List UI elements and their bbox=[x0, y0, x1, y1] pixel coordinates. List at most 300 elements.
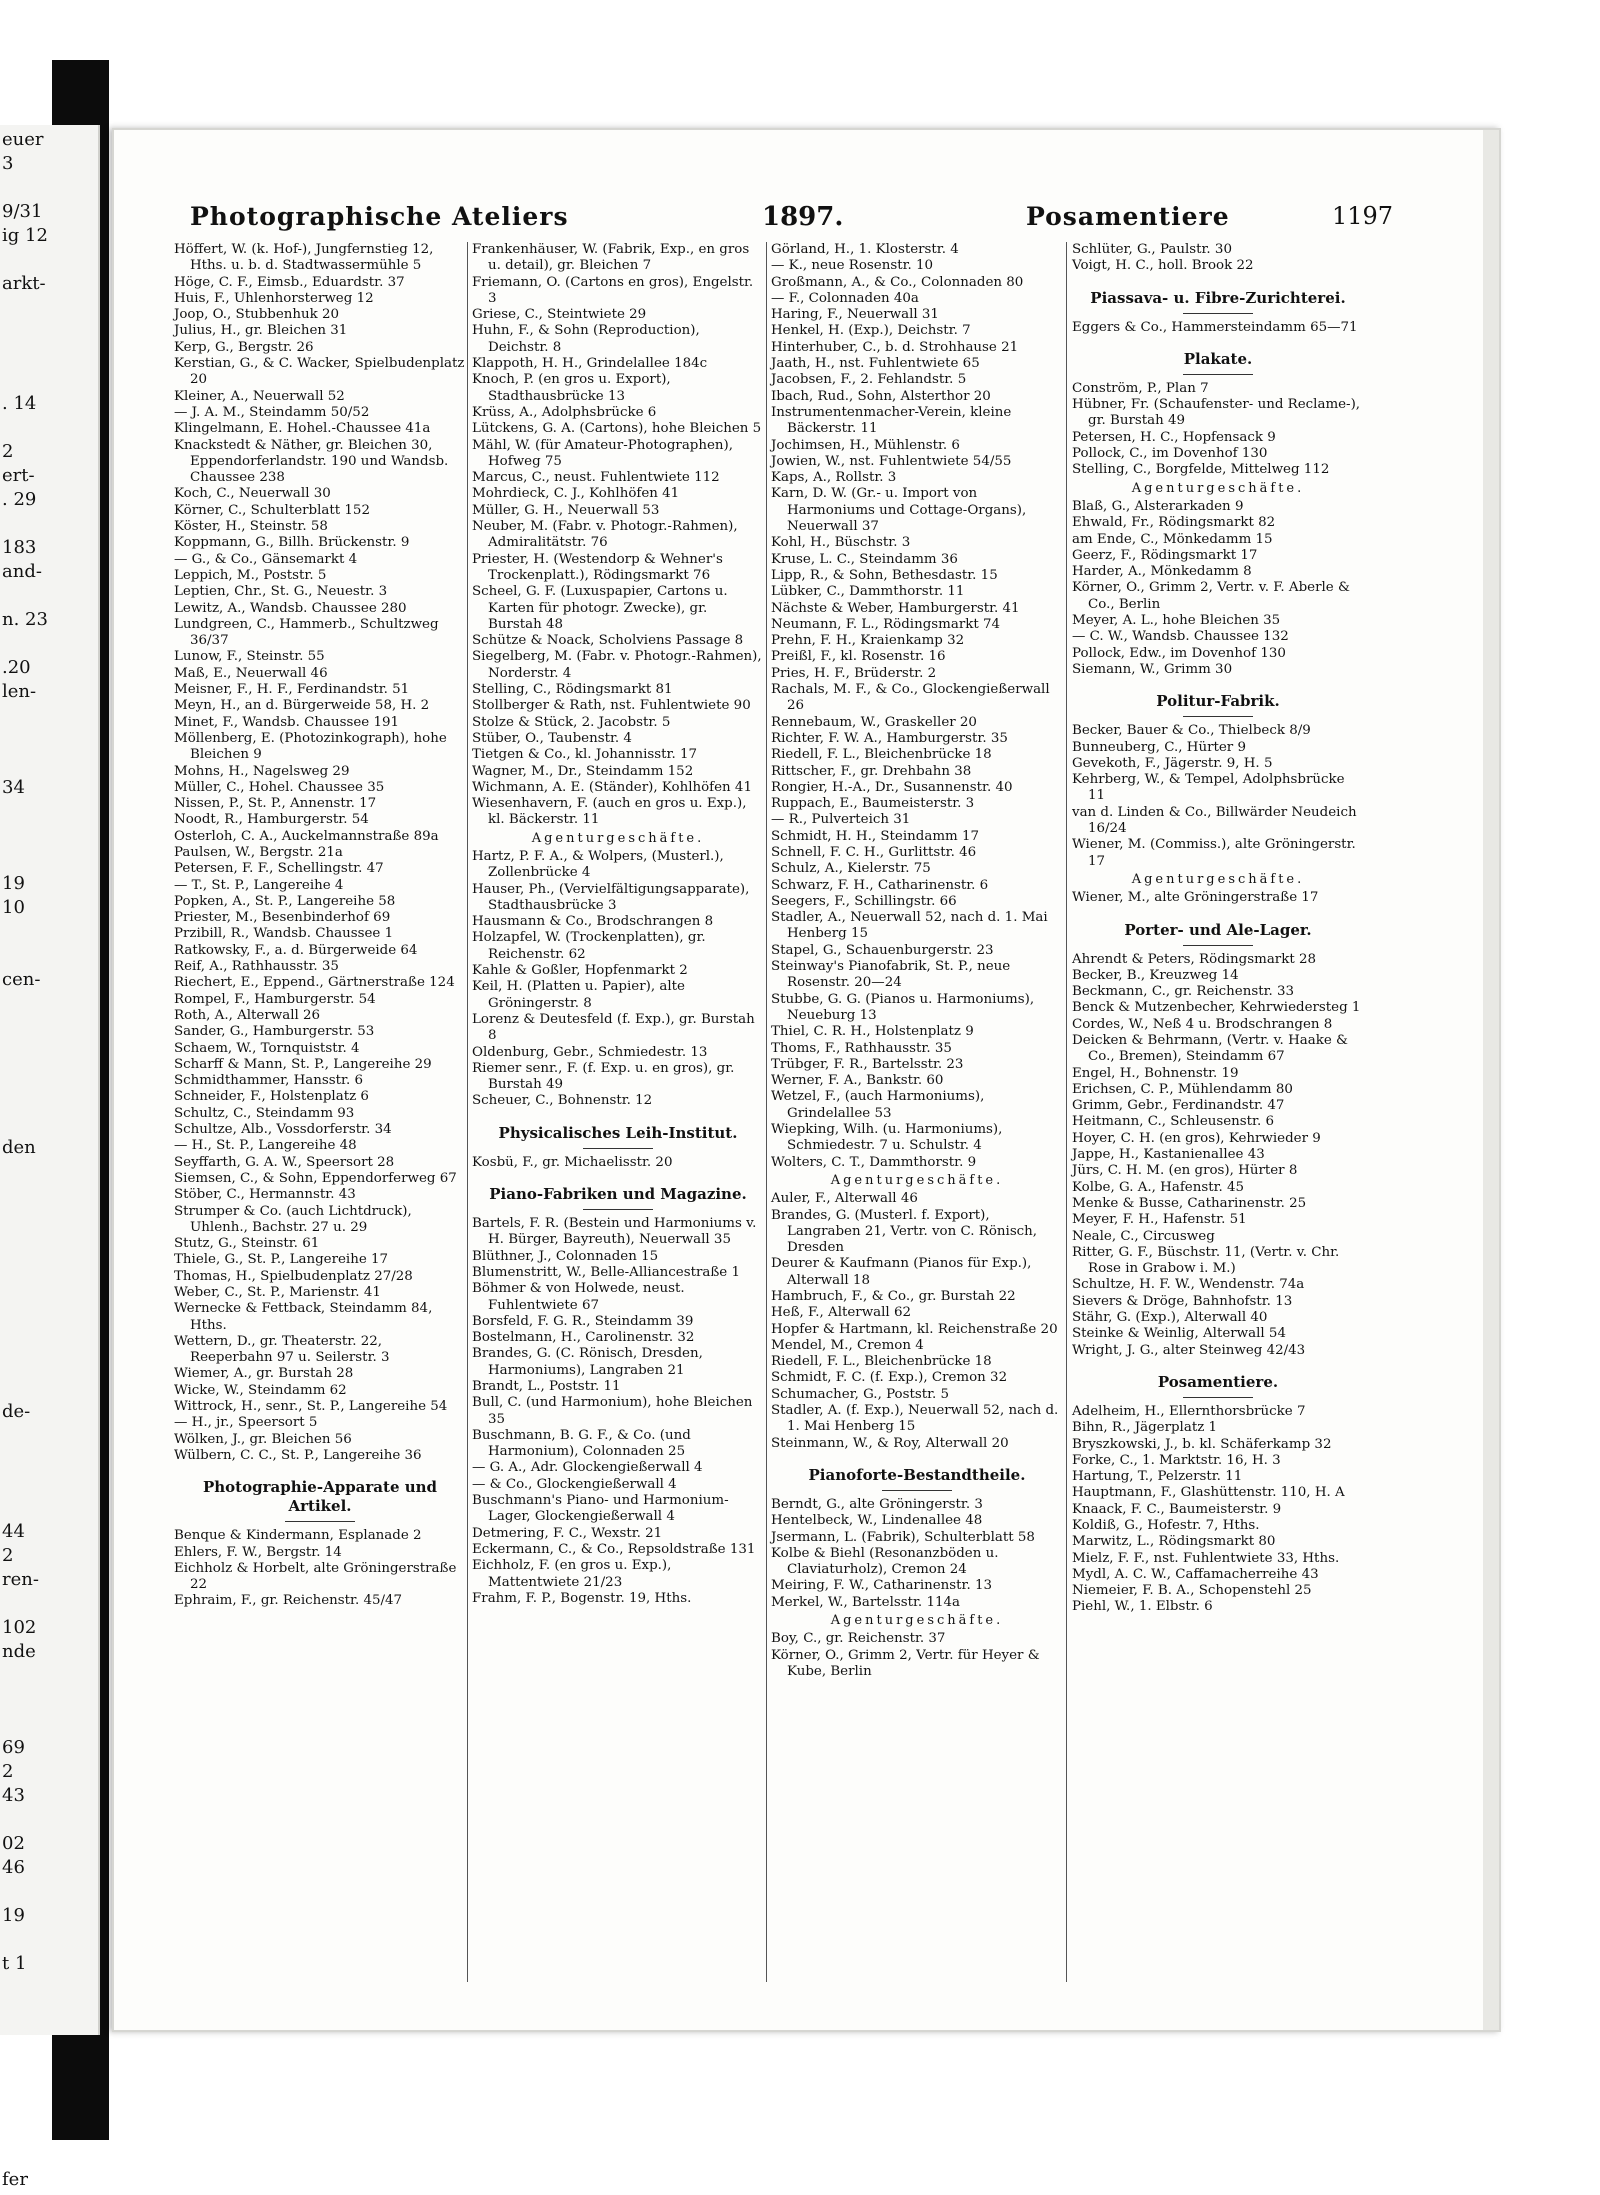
directory-entry: Knoch, P. (en gros u. Export), Stadthausbrücke 13 bbox=[472, 372, 671, 404]
directory-entry: Klappoth, H. H., Grindelallee 184c bbox=[472, 356, 708, 372]
directory-entry: Wölken, J., gr. Bleichen 56 bbox=[174, 1431, 352, 1447]
fragment-line: 183 bbox=[2, 537, 37, 558]
fragment-line: 2 bbox=[2, 1761, 14, 1782]
directory-entry: Hartung, T., Pelzerstr. 11 bbox=[1072, 1469, 1243, 1485]
directory-entry: Lübker, C., Dammthorstr. 11 bbox=[771, 584, 965, 600]
directory-entry: Koppmann, G., Billh. Brückenstr. 9 bbox=[174, 535, 410, 551]
directory-entry: Riedell, F. L., Bleichenbrücke 18 bbox=[771, 1354, 992, 1370]
directory-entry: Seegers, F., Schillingstr. 66 bbox=[771, 893, 957, 909]
fragment-line bbox=[2, 1805, 98, 1829]
fragment-line bbox=[2, 509, 98, 533]
fragment-line bbox=[2, 2093, 98, 2117]
directory-entry: Przibill, R., Wandsb. Chaussee 1 bbox=[174, 926, 394, 942]
directory-entry: Henkel, H. (Exp.), Deichstr. 7 bbox=[771, 323, 971, 339]
directory-entry: Leppich, M., Poststr. 5 bbox=[174, 567, 327, 583]
directory-entry: Buschmann, B. G. F., & Co. (und Harmonium), Colonnaden 25 bbox=[472, 1427, 691, 1460]
directory-entry: Stadler, A., Neuerwall 52, nach d. 1. Mai Henberg 15 bbox=[771, 910, 1048, 942]
directory-entry: Stutz, G., Steinstr. 61 bbox=[174, 1236, 320, 1252]
directory-entry: Wicke, W., Steindamm 62 bbox=[174, 1382, 347, 1398]
fragment-line: 34 bbox=[2, 777, 25, 798]
directory-entry: Schütze & Noack, Scholviens Passage 8 bbox=[472, 633, 744, 649]
directory-entry: Grimm, Gebr., Ferdinandstr. 47 bbox=[1072, 1098, 1285, 1114]
fragment-line bbox=[2, 581, 98, 605]
directory-entry: Riechert, E., Eppend., Gärtnerstraße 124 bbox=[174, 975, 455, 991]
subsection-heading: Agenturgeschäfte. bbox=[1131, 871, 1305, 887]
directory-entry: Stöber, C., Hermannstr. 43 bbox=[174, 1187, 356, 1203]
directory-entry: — F., Colonnaden 40a bbox=[771, 290, 919, 306]
directory-entry: Kaps, A., Rollstr. 3 bbox=[771, 470, 897, 486]
directory-entry: Jappe, H., Kastanienallee 43 bbox=[1072, 1147, 1265, 1163]
fragment-line bbox=[2, 797, 98, 821]
directory-entry: Ibach, Rud., Sohn, Alsterthor 20 bbox=[771, 388, 991, 404]
directory-entry: Jürs, C. H. M. (en gros), Hürter 8 bbox=[1072, 1163, 1298, 1179]
directory-entry: Wittrock, H., senr., St. P., Langereihe 54 bbox=[174, 1399, 448, 1415]
directory-entry: Hoyer, C. H. (en gros), Kehrwieder 9 bbox=[1072, 1130, 1321, 1146]
directory-entry: Minet, F., Wandsb. Chaussee 191 bbox=[174, 714, 400, 730]
section-heading: Porter- und Ale-Lager. bbox=[1072, 921, 1364, 946]
fragment-line bbox=[2, 989, 98, 1013]
directory-entry: Kohl, H., Büschstr. 3 bbox=[771, 535, 911, 551]
directory-entry: Höffert, W. (k. Hof-), Jungfernstieg 12, Hths. u. b. d. Stadtwassermühle 5 bbox=[174, 242, 434, 274]
directory-entry: Paulsen, W., Bergstr. 21a bbox=[174, 844, 343, 860]
directory-entry: Hauptmann, F., Glashüttenstr. 110, H. A bbox=[1072, 1485, 1345, 1501]
directory-entry: Benque & Kindermann, Esplanade 2 bbox=[174, 1528, 422, 1544]
directory-entry: Hentelbeck, W., Lindenallee 48 bbox=[771, 1513, 983, 1529]
fragment-line: len- bbox=[2, 681, 37, 702]
fragment-line: ren- bbox=[2, 1569, 39, 1590]
directory-entry: Kolbe & Biehl (Resonanzböden u. Claviaturholz), Cremon 24 bbox=[771, 1545, 999, 1578]
directory-entry: Jaath, H., nst. Fuhlentwiete 65 bbox=[771, 356, 980, 372]
directory-entry: Wetzel, F., (auch Harmoniums), Grindelallee 53 bbox=[771, 1089, 985, 1121]
fragment-line bbox=[2, 2069, 98, 2093]
directory-entry: Kolbe, G. A., Hafenstr. 45 bbox=[1072, 1179, 1245, 1195]
directory-entry: Sievers & Dröge, Bahnhofstr. 13 bbox=[1072, 1293, 1293, 1309]
directory-entry: Mohns, H., Nagelsweg 29 bbox=[174, 763, 350, 779]
directory-entry: Lewitz, A., Wandsb. Chaussee 280 bbox=[174, 600, 407, 616]
fragment-line bbox=[2, 341, 98, 365]
section-heading: Pianoforte-Bestandtheile. bbox=[771, 1466, 1063, 1491]
directory-entry: Priester, M., Besenbinderhof 69 bbox=[174, 910, 391, 926]
directory-entry: Piehl, W., 1. Elbstr. 6 bbox=[1072, 1599, 1213, 1615]
fragment-line: 3 bbox=[2, 153, 14, 174]
column-rule bbox=[766, 242, 767, 1982]
directory-entry: Bryszkowski, J., b. kl. Schäferkamp 32 bbox=[1072, 1436, 1332, 1452]
directory-entry: Ephraim, F., gr. Reichenstr. 45/47 bbox=[174, 1593, 403, 1609]
fragment-line bbox=[2, 293, 98, 317]
section-heading: Piassava- u. Fibre-Zurichterei. bbox=[1072, 289, 1364, 314]
directory-entry: Neale, C., Circusweg bbox=[1072, 1228, 1215, 1244]
directory-entry: Hauser, Ph., (Vervielfältigungsapparate), Stadthausbrücke 3 bbox=[472, 881, 750, 913]
page-number: 1197 bbox=[1332, 202, 1394, 230]
directory-entry: Neumann, F. L., Rödingsmarkt 74 bbox=[771, 616, 1001, 632]
directory-entry: Stadler, A. (f. Exp.), Neuerwall 52, nach d. 1. Mai Henberg 15 bbox=[771, 1403, 1059, 1435]
directory-entry: Deurer & Kaufmann (Pianos für Exp.), Alterwall 18 bbox=[771, 1256, 1032, 1288]
directory-entry: Lorenz & Deutesfeld (f. Exp.), gr. Burstah 8 bbox=[472, 1011, 755, 1044]
fragment-line: 19 bbox=[2, 873, 25, 894]
directory-entry: Schmidt, F. C. (f. Exp.), Cremon 32 bbox=[771, 1370, 1008, 1386]
directory-entry: Borsfeld, F. G. R., Steindamm 39 bbox=[472, 1313, 694, 1329]
previous-page-edge bbox=[0, 125, 100, 2190]
directory-entry: Stollberger & Rath, nst. Fuhlentwiete 90 bbox=[472, 698, 751, 714]
directory-entry: Hausmann & Co., Brodschrangen 8 bbox=[472, 914, 714, 930]
previous-page-fragments bbox=[0, 125, 98, 2189]
directory-entry: Huis, F., Uhlenhorsterweg 12 bbox=[174, 290, 374, 306]
fragment-line bbox=[2, 2045, 98, 2069]
directory-entry: Pollock, Edw., im Dovenhof 130 bbox=[1072, 645, 1286, 661]
fragment-line: 69 bbox=[2, 1737, 25, 1758]
directory-entry: — H., St. P., Langereihe 48 bbox=[174, 1138, 357, 1154]
fragment-line: ig 12 bbox=[2, 225, 48, 246]
directory-entry: Keil, H. (Platten u. Papier), alte Gröningerstr. 8 bbox=[472, 979, 685, 1011]
directory-entry: Huhn, F., & Sohn (Reproduction), Deichstr. 8 bbox=[472, 323, 700, 355]
directory-entry: Nächste & Weber, Hamburgerstr. 41 bbox=[771, 600, 1020, 616]
directory-entry: Wernecke & Fettback, Steindamm 84, Hths. bbox=[174, 1301, 433, 1333]
directory-entry: Noodt, R., Hamburgerstr. 54 bbox=[174, 812, 369, 828]
fragment-line bbox=[2, 1997, 98, 2021]
fragment-line bbox=[2, 1253, 98, 1277]
column-rule bbox=[1066, 242, 1067, 1982]
fragment-line bbox=[2, 1373, 98, 1397]
directory-entry: Scheuer, C., Bohnenstr. 12 bbox=[472, 1093, 653, 1109]
directory-entry: Wiesenhavern, F. (auch en gros u. Exp.), kl. Bäckerstr. 11 bbox=[472, 796, 747, 828]
directory-entry: Wiener, M., alte Gröningerstraße 17 bbox=[1072, 890, 1319, 906]
fragment-line bbox=[2, 2117, 98, 2141]
directory-entry: Bunneuberg, C., Hürter 9 bbox=[1072, 739, 1246, 755]
directory-entry: Frankenhäuser, W. (Fabrik, Exp., en gros u. detail), gr. Bleichen 7 bbox=[472, 242, 750, 274]
directory-entry: Erichsen, C. P., Mühlendamm 80 bbox=[1072, 1081, 1293, 1097]
directory-entry: Wiener, M. (Commiss.), alte Gröningerstr. 17 bbox=[1072, 837, 1356, 869]
directory-entry: Voigt, H. C., holl. Brook 22 bbox=[1072, 258, 1254, 274]
directory-entry: Cordes, W., Neß 4 u. Brodschrangen 8 bbox=[1072, 1016, 1333, 1032]
fragment-line bbox=[2, 1205, 98, 1229]
directory-entry: Menke & Busse, Catharinenstr. 25 bbox=[1072, 1195, 1307, 1211]
directory-entry: Koldiß, G., Hofestr. 7, Hths. bbox=[1072, 1518, 1260, 1533]
directory-entry: Eggers & Co., Hammersteindamm 65—71 bbox=[1072, 319, 1358, 335]
fragment-line bbox=[2, 1421, 98, 1445]
directory-entry: Becker, B., Kreuzweg 14 bbox=[1072, 967, 1239, 983]
directory-entry: Steinmann, W., & Roy, Alterwall 20 bbox=[771, 1435, 1009, 1451]
subsection-heading: Agenturgeschäfte. bbox=[830, 1172, 1004, 1188]
directory-entry: Wichmann, A. E. (Ständer), Kohlhöfen 41 bbox=[472, 779, 752, 795]
directory-entry: Thoms, F., Rathhausstr. 35 bbox=[771, 1040, 952, 1056]
directory-entry: Becker, Bauer & Co., Thielbeck 8/9 bbox=[1072, 723, 1311, 739]
directory-entry: Geerz, F., Rödingsmarkt 17 bbox=[1072, 547, 1258, 563]
directory-entry: Hübner, Fr. (Schaufenster- und Reclame-), gr. Burstah 49 bbox=[1072, 397, 1361, 429]
directory-entry: Rachals, M. F., & Co., Glockengießerwall 26 bbox=[771, 682, 1050, 714]
directory-entry: Meisner, F., H. F., Ferdinandstr. 51 bbox=[174, 682, 410, 698]
subsection-heading: Agenturgeschäfte. bbox=[830, 1613, 1004, 1629]
directory-entry: Stelling, C., Rödingsmarkt 81 bbox=[472, 682, 673, 698]
directory-entry: — T., St. P., Langereihe 4 bbox=[174, 877, 344, 893]
section-heading: Politur-Fabrik. bbox=[1072, 692, 1364, 717]
directory-entry: Lundgreen, C., Hammerb., Schultzweg 36/37 bbox=[174, 616, 439, 649]
directory-entry: Kerp, G., Bergstr. 26 bbox=[174, 339, 314, 355]
directory-entry: Trübger, F. R., Bartelsstr. 23 bbox=[771, 1056, 964, 1072]
directory-entry: Brandes, G. (Musterl. f. Export), Langraben 21, Vertr. von C. Rönisch, Dresden bbox=[771, 1207, 1038, 1256]
fragment-line: t 1 bbox=[2, 1953, 27, 1974]
directory-entry: Hambruch, F., & Co., gr. Burstah 22 bbox=[771, 1289, 1016, 1304]
fragment-line bbox=[2, 845, 98, 869]
directory-entry: Jochimsen, H., Mühlenstr. 6 bbox=[771, 437, 960, 453]
directory-entry: Krüss, A., Adolphsbrücke 6 bbox=[472, 404, 657, 420]
page-edge bbox=[1483, 130, 1499, 2030]
directory-entry: Steinke & Weinlig, Alterwall 54 bbox=[1072, 1326, 1286, 1342]
directory-entry: Heß, F., Alterwall 62 bbox=[771, 1305, 911, 1321]
fragment-line bbox=[2, 413, 98, 437]
fragment-line: 44 bbox=[2, 1521, 25, 1542]
directory-entry: Möllenberg, E. (Photozinkograph), hohe Bleichen 9 bbox=[174, 730, 447, 763]
directory-entry: Benck & Mutzenbecher, Kehrwiedersteg 1 bbox=[1072, 1000, 1361, 1016]
directory-entry: Schultze, H. F. W., Wendenstr. 74a bbox=[1072, 1277, 1305, 1293]
directory-entry: Kehrberg, W., & Tempel, Adolphsbrücke 11 bbox=[1072, 772, 1345, 804]
directory-entry: Ratkowsky, F., a. d. Bürgerweide 64 bbox=[174, 942, 418, 958]
directory-entry: Thiel, C. R. H., Holstenplatz 9 bbox=[771, 1024, 974, 1040]
directory-entry: Schultz, C., Steindamm 93 bbox=[174, 1105, 355, 1121]
directory-entry: Meyn, H., an d. Bürgerweide 58, H. 2 bbox=[174, 698, 430, 714]
directory-entry: Wright, J. G., alter Steinweg 42/43 bbox=[1072, 1342, 1306, 1358]
fragment-line: 10 bbox=[2, 897, 25, 918]
fragment-line: and- bbox=[2, 561, 42, 582]
directory-entry: Köster, H., Steinstr. 58 bbox=[174, 519, 328, 535]
directory-entry: Koch, C., Neuerwall 30 bbox=[174, 486, 331, 502]
directory-entry: Rittscher, F., gr. Drehbahn 38 bbox=[771, 763, 972, 779]
directory-entry: Kleiner, A., Neuerwall 52 bbox=[174, 388, 345, 404]
fragment-line bbox=[2, 1685, 98, 1709]
fragment-line: arkt- bbox=[2, 273, 46, 294]
directory-entry: Schneider, F., Holstenplatz 6 bbox=[174, 1089, 369, 1105]
fragment-line: 2 bbox=[2, 1545, 14, 1566]
directory-entry: Lunow, F., Steinstr. 55 bbox=[174, 649, 325, 665]
fragment-line: . 29 bbox=[2, 489, 37, 510]
directory-entry: Mielz, F. F., nst. Fuhlentwiete 33, Hths. bbox=[1072, 1550, 1340, 1566]
directory-entry: Julius, H., gr. Bleichen 31 bbox=[174, 323, 348, 339]
directory-entry: Haring, F., Neuerwall 31 bbox=[771, 307, 939, 323]
fragment-line: n. 23 bbox=[2, 609, 48, 630]
directory-entry: Pollock, C., im Dovenhof 130 bbox=[1072, 446, 1268, 462]
section-heading: Posamentiere. bbox=[1072, 1373, 1364, 1398]
directory-entry: Hinterhuber, C., b. d. Strohhause 21 bbox=[771, 339, 1019, 355]
directory-entry: Heitmann, C., Schleusenstr. 6 bbox=[1072, 1114, 1275, 1130]
directory-entry: Petersen, F. F., Schellingstr. 47 bbox=[174, 861, 384, 877]
directory-entry: Griese, C., Steintwiete 29 bbox=[472, 307, 647, 323]
directory-entry: Popken, A., St. P., Langereihe 58 bbox=[174, 893, 396, 909]
fragment-line: 43 bbox=[2, 1785, 25, 1806]
fragment-line: 2 bbox=[2, 441, 14, 462]
directory-entry: Blumenstritt, W., Belle-Alliancestraße 1 bbox=[472, 1264, 741, 1280]
directory-entry: Friemann, O. (Cartons en gros), Engelstr. 3 bbox=[472, 274, 754, 306]
directory-entry: Conström, P., Plan 7 bbox=[1072, 380, 1209, 396]
directory-entry: Niemeier, F. B. A., Schopenstehl 25 bbox=[1072, 1583, 1312, 1599]
fragment-line bbox=[2, 1661, 98, 1685]
column-3 bbox=[771, 242, 1063, 1680]
directory-entry: Kerstian, G., & C. Wacker, Spielbudenplatz 20 bbox=[174, 356, 465, 388]
directory-entry: Bartels, F. R. (Bestein und Harmoniums v. H. Bürger, Bayreuth), Neuerwall 35 bbox=[472, 1216, 757, 1248]
directory-entry: — R., Pulverteich 31 bbox=[771, 812, 911, 828]
directory-entry: Rongier, H.-A., Dr., Susannenstr. 40 bbox=[771, 779, 1013, 795]
directory-entry: Weber, C., St. P., Marienstr. 41 bbox=[174, 1285, 381, 1300]
directory-entry: Eckermann, C., & Co., Repsoldstraße 131 bbox=[472, 1541, 756, 1557]
column-2 bbox=[472, 242, 764, 1607]
directory-entry: Scheel, G. F. (Luxuspapier, Cartons u. Karten für photogr. Zwecke), gr. Burstah 48 bbox=[472, 584, 728, 632]
directory-entry: Instrumentenmacher-Verein, kleine Bäckerstr. 11 bbox=[771, 404, 1012, 437]
fragment-line bbox=[2, 725, 98, 749]
section-heading: Piano-Fabriken und Magazine. bbox=[472, 1185, 764, 1210]
directory-entry: Bihn, R., Jägerplatz 1 bbox=[1072, 1420, 1218, 1436]
directory-entry: Körner, O., Grimm 2, Vertr. für Heyer & Kube, Berlin bbox=[771, 1647, 1040, 1679]
directory-entry: Wülbern, C. C., St. P., Langereihe 36 bbox=[174, 1447, 422, 1463]
directory-entry: Stapel, G., Schauenburgerstr. 23 bbox=[771, 942, 994, 958]
fragment-line bbox=[2, 1085, 98, 1109]
directory-entry: Brandes, G. (C. Rönisch, Dresden, Harmoniums), Langraben 21 bbox=[472, 1346, 703, 1378]
directory-entry: Detmering, F. C., Wexstr. 21 bbox=[472, 1525, 663, 1541]
directory-entry: Riemer senr., F. (f. Exp. u. en gros), gr. Burstah 49 bbox=[472, 1060, 735, 1093]
directory-entry: Deicken & Behrmann, (Vertr. v. Haake & Co., Bremen), Steindamm 67 bbox=[1072, 1032, 1348, 1065]
fragment-line bbox=[2, 1325, 98, 1349]
directory-entry: Thiele, G., St. P., Langereihe 17 bbox=[174, 1252, 389, 1268]
directory-entry: Stüber, O., Taubenstr. 4 bbox=[472, 730, 632, 746]
directory-entry: Steinway's Pianofabrik, St. P., neue Rosenstr. 20—24 bbox=[771, 959, 1011, 991]
fragment-line bbox=[2, 365, 98, 389]
directory-entry: Auler, F., Alterwall 46 bbox=[771, 1191, 918, 1207]
fragment-line bbox=[2, 1157, 98, 1181]
directory-entry: Boy, C., gr. Reichenstr. 37 bbox=[771, 1631, 946, 1647]
directory-entry: — C. W., Wandsb. Chaussee 132 bbox=[1072, 629, 1289, 645]
directory-entry: Maß, E., Neuerwall 46 bbox=[174, 665, 328, 681]
directory-entry: Wiemer, A., gr. Burstah 28 bbox=[174, 1366, 354, 1382]
directory-entry: Knackstedt & Näther, gr. Bleichen 30, Eppendorferlandstr. 190 und Wandsb. Chaussee 238 bbox=[174, 437, 449, 486]
directory-entry: Leptien, Chr., St. G., Neuestr. 3 bbox=[174, 584, 388, 600]
section-heading: Physicalisches Leih-Institut. bbox=[472, 1124, 764, 1149]
directory-page bbox=[112, 128, 1501, 2032]
directory-entry: Frahm, F. P., Bogenstr. 19, Hths. bbox=[472, 1590, 692, 1606]
directory-entry: Beckmann, C., gr. Reichenstr. 33 bbox=[1072, 984, 1295, 1000]
fragment-line bbox=[2, 1013, 98, 1037]
directory-entry: Stolze & Stück, 2. Jacobstr. 5 bbox=[472, 714, 671, 730]
directory-entry: Eichholz, F. (en gros u. Exp.), Mattentwiete 21/23 bbox=[472, 1558, 672, 1590]
directory-entry: Merkel, W., Bartelsstr. 114a bbox=[771, 1594, 960, 1610]
subsection-heading: Agenturgeschäfte. bbox=[1131, 480, 1305, 496]
directory-entry: Buschmann's Piano- und Harmonium-Lager, Glockengießerwall 4 bbox=[472, 1493, 729, 1525]
subsection-heading: Agenturgeschäfte. bbox=[531, 830, 705, 846]
directory-entry: Tietgen & Co., kl. Johannisstr. 17 bbox=[472, 747, 697, 763]
directory-entry: Mohrdieck, C. J., Kohlhöfen 41 bbox=[472, 486, 680, 502]
fragment-line bbox=[2, 701, 98, 725]
fragment-line bbox=[2, 1709, 98, 1733]
directory-entry: Seyffarth, G. A. W., Speersort 28 bbox=[174, 1154, 395, 1170]
fragment-line: cen- bbox=[2, 969, 41, 990]
directory-entry: Harder, A., Mönkedamm 8 bbox=[1072, 564, 1252, 580]
directory-entry: Körner, O., Grimm 2, Vertr. v. F. Aberle & Co., Berlin bbox=[1072, 580, 1350, 612]
fragment-line: 46 bbox=[2, 1857, 25, 1878]
directory-entry: Oldenburg, Gebr., Schmiedestr. 13 bbox=[472, 1044, 708, 1060]
header-right-title: Posamentiere bbox=[1026, 202, 1230, 231]
directory-entry: Riedell, F. L., Bleichenbrücke 18 bbox=[771, 747, 992, 763]
section-heading: Photographie-Apparate und Artikel. bbox=[174, 1478, 466, 1522]
directory-entry: Petersen, H. C., Hopfensack 9 bbox=[1072, 429, 1276, 445]
directory-entry: Richter, F. W. A., Hamburgerstr. 35 bbox=[771, 730, 1008, 746]
fragment-line bbox=[2, 1925, 98, 1949]
directory-entry: Blüthner, J., Colonnaden 15 bbox=[472, 1248, 659, 1264]
fragment-line: fer bbox=[2, 2169, 28, 2190]
directory-entry: — G., & Co., Gänsemarkt 4 bbox=[174, 551, 358, 567]
fragment-line: euer bbox=[2, 129, 44, 150]
directory-entry: Stelling, C., Borgfelde, Mittelweg 112 bbox=[1072, 462, 1330, 478]
fragment-line: .20 bbox=[2, 657, 31, 678]
directory-entry: Wiepking, Wilh. (u. Harmoniums), Schmiedestr. 7 u. Schulstr. 4 bbox=[771, 1122, 1003, 1154]
fragment-line bbox=[2, 1973, 98, 1997]
fragment-line bbox=[2, 1181, 98, 1205]
directory-entry: Thomas, H., Spielbudenplatz 27/28 bbox=[174, 1268, 413, 1284]
fragment-line: 19 bbox=[2, 1905, 25, 1926]
directory-entry: Siemsen, C., & Sohn, Eppendorferweg 67 bbox=[174, 1170, 457, 1186]
directory-entry: Müller, C., Hohel. Chaussee 35 bbox=[174, 779, 385, 795]
directory-entry: Forke, C., 1. Marktstr. 16, H. 3 bbox=[1072, 1452, 1281, 1468]
directory-entry: Stubbe, G. G. (Pianos u. Harmoniums), Neueburg 13 bbox=[771, 991, 1035, 1023]
directory-entry: Meyer, F. H., Hafenstr. 51 bbox=[1072, 1212, 1247, 1228]
directory-entry: Müller, G. H., Neuerwall 53 bbox=[472, 502, 660, 518]
directory-entry: Wolters, C. T., Dammthorstr. 9 bbox=[771, 1154, 977, 1170]
fragment-line bbox=[2, 1493, 98, 1517]
fragment-line: 102 bbox=[2, 1617, 37, 1638]
directory-entry: Schmidt, H. H., Steindamm 17 bbox=[771, 828, 980, 844]
fragment-line bbox=[2, 941, 98, 965]
fragment-line: nde bbox=[2, 1641, 36, 1662]
directory-entry: Mydl, A. C. W., Caffamacherreihe 43 bbox=[1072, 1566, 1319, 1582]
directory-entry: — K., neue Rosenstr. 10 bbox=[771, 258, 934, 274]
directory-entry: Görland, H., 1. Klosterstr. 4 bbox=[771, 242, 959, 257]
directory-entry: Adelheim, H., Ellernthorsbrücke 7 bbox=[1072, 1403, 1306, 1419]
directory-entry: Ritter, G. F., Büschstr. 11, (Vertr. v. Chr. Rose in Grabow i. M.) bbox=[1072, 1244, 1340, 1277]
directory-entry: Engel, H., Bohnenstr. 19 bbox=[1072, 1065, 1239, 1081]
directory-entry: Siemann, W., Grimm 30 bbox=[1072, 661, 1233, 677]
directory-entry: Gevekoth, F., Jägerstr. 9, H. 5 bbox=[1072, 755, 1273, 771]
directory-entry: Meiring, F. W., Catharinenstr. 13 bbox=[771, 1578, 993, 1594]
directory-entry: Kosbü, F., gr. Michaelisstr. 20 bbox=[472, 1154, 673, 1170]
fragment-line bbox=[2, 1445, 98, 1469]
fragment-line bbox=[2, 173, 98, 197]
fragment-line: 02 bbox=[2, 1833, 25, 1854]
directory-entry: Stähr, G. (Exp.), Alterwall 40 bbox=[1072, 1310, 1268, 1326]
directory-entry: Böhmer & von Holwede, neust. Fuhlentwiete 67 bbox=[472, 1281, 685, 1313]
directory-entry: Jsermann, L. (Fabrik), Schulterblatt 58 bbox=[771, 1529, 1035, 1545]
fragment-line: ert- bbox=[2, 465, 35, 486]
fragment-line: den bbox=[2, 1137, 36, 1158]
directory-entry: Schulz, A., Kielerstr. 75 bbox=[771, 861, 931, 877]
section-heading: Plakate. bbox=[1072, 350, 1364, 375]
directory-entry: Brandt, L., Poststr. 11 bbox=[472, 1379, 621, 1394]
fragment-line bbox=[2, 2021, 98, 2045]
fragment-line: . 14 bbox=[2, 393, 37, 414]
directory-entry: Karn, D. W. (Gr.- u. Import von Harmoniums und Cottage-Organs), Neuerwall 37 bbox=[771, 486, 1027, 535]
fragment-line bbox=[2, 1877, 98, 1901]
fragment-line bbox=[2, 2141, 98, 2165]
header-year: 1897. bbox=[762, 202, 844, 232]
directory-entry: Hartz, P. F. A., & Wolpers, (Musterl.), Zollenbrücke 4 bbox=[472, 848, 724, 881]
directory-entry: — & Co., Glockengießerwall 4 bbox=[472, 1476, 677, 1492]
directory-entry: Mähl, W. (für Amateur-Photographen), Hofweg 75 bbox=[472, 437, 734, 469]
directory-entry: Bostelmann, H., Carolinenstr. 32 bbox=[472, 1330, 695, 1346]
directory-entry: van d. Linden & Co., Billwärder Neudeich 16/24 bbox=[1072, 804, 1357, 837]
directory-entry: am Ende, C., Mönkedamm 15 bbox=[1072, 531, 1273, 547]
directory-entry: Berndt, G., alte Gröningerstr. 3 bbox=[771, 1496, 983, 1512]
directory-entry: Eichholz & Horbelt, alte Gröningerstraße 22 bbox=[174, 1560, 457, 1593]
directory-entry: Rennebaum, W., Graskeller 20 bbox=[771, 714, 977, 730]
fragment-line: 9/31 bbox=[2, 201, 43, 222]
fragment-line bbox=[2, 629, 98, 653]
directory-entry: Schnell, F. C. H., Gurlittstr. 46 bbox=[771, 844, 977, 860]
directory-entry: Marwitz, L., Rödingsmarkt 80 bbox=[1072, 1534, 1276, 1550]
fragment-line: de- bbox=[2, 1401, 31, 1422]
